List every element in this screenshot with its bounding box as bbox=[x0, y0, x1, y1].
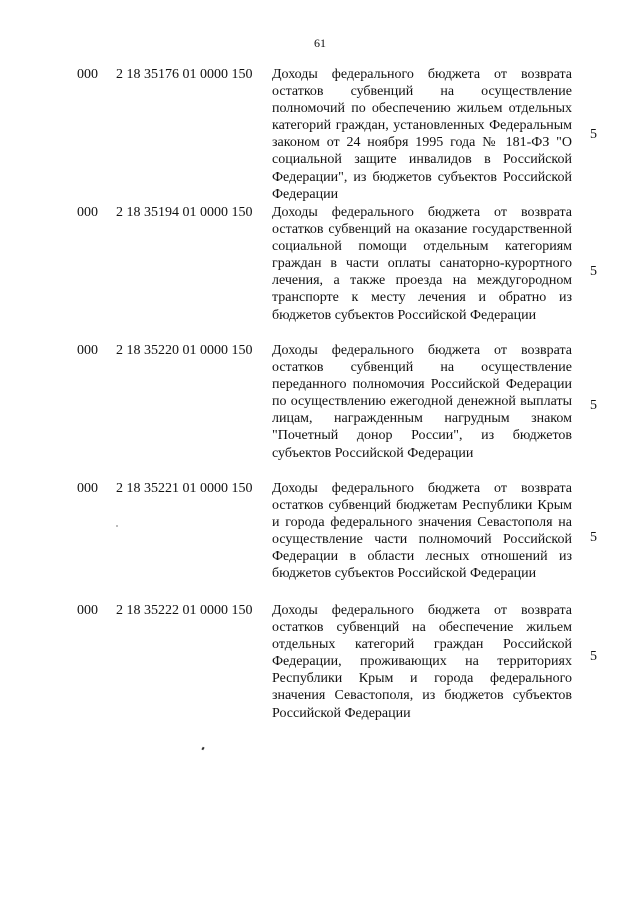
budget-classification-code: 2 18 35194 01 0000 150 bbox=[116, 205, 253, 220]
table-row bbox=[0, 204, 640, 342]
scan-speck bbox=[201, 747, 204, 751]
budget-classification-code: 2 18 35220 01 0000 150 bbox=[116, 343, 253, 358]
admin-code: 000 bbox=[77, 343, 98, 358]
table-row bbox=[0, 480, 640, 602]
admin-code: 000 bbox=[77, 205, 98, 220]
income-name: Доходы федерального бюджета от возврата остатков субвенций на оказание государственной социальной помощи отдельным категориям граждан в части оплаты санаторно-курортного лечения, а также проезда на междугородном транспорте к месту лечения и обратно из бюджетов субъектов Российской Федерации bbox=[272, 205, 572, 323]
income-name: Доходы федерального бюджета от возврата остатков субвенций на осуществление полномочий по обеспечению жильем отдельных категорий граждан, установленных Федеральным законом от 24 ноября 1995 года № 181-ФЗ "О социальной защите инвалидов в Российской Федерации", из бюджетов субъектов Российской Федерации bbox=[272, 67, 572, 202]
admin-code: 000 bbox=[77, 603, 98, 618]
scan-speck bbox=[116, 525, 118, 527]
income-name: Доходы федерального бюджета от возврата остатков субвенций на обеспечение жильем отдельных категорий граждан Российской Федерации, проживающих на территориях Республики Крым и города федерального значения Севастополя, из бюджетов субъектов Российской Федерации bbox=[272, 603, 572, 721]
norm-percent: 5 bbox=[590, 264, 597, 279]
norm-percent: 5 bbox=[590, 649, 597, 664]
table-row bbox=[0, 66, 640, 204]
norm-percent: 5 bbox=[590, 127, 597, 142]
income-table bbox=[0, 66, 640, 727]
income-name: Доходы федерального бюджета от возврата остатков субвенций бюджетам Республики Крым и города федерального значения Севастополя на осуществление части полномочий Российской Федерации в области лесных отношений из бюджетов субъектов Российской Федерации bbox=[272, 481, 572, 582]
norm-percent: 5 bbox=[590, 530, 597, 545]
table-row bbox=[0, 342, 640, 480]
budget-classification-code: 2 18 35221 01 0000 150 bbox=[116, 481, 253, 496]
budget-classification-code: 2 18 35222 01 0000 150 bbox=[116, 603, 253, 618]
admin-code: 000 bbox=[77, 481, 98, 496]
norm-percent: 5 bbox=[590, 398, 597, 413]
income-name: Доходы федерального бюджета от возврата остатков субвенций на осуществление переданного полномочия Российской Федерации по осуществлению ежегодной денежной выплаты лицам, награжденным нагрудным знаком "Почетный донор России", из бюджетов субъектов Российской Федерации bbox=[272, 343, 572, 461]
table-row bbox=[0, 602, 640, 727]
admin-code: 000 bbox=[77, 67, 98, 82]
budget-classification-code: 2 18 35176 01 0000 150 bbox=[116, 67, 253, 82]
page-number: 61 bbox=[314, 36, 326, 50]
